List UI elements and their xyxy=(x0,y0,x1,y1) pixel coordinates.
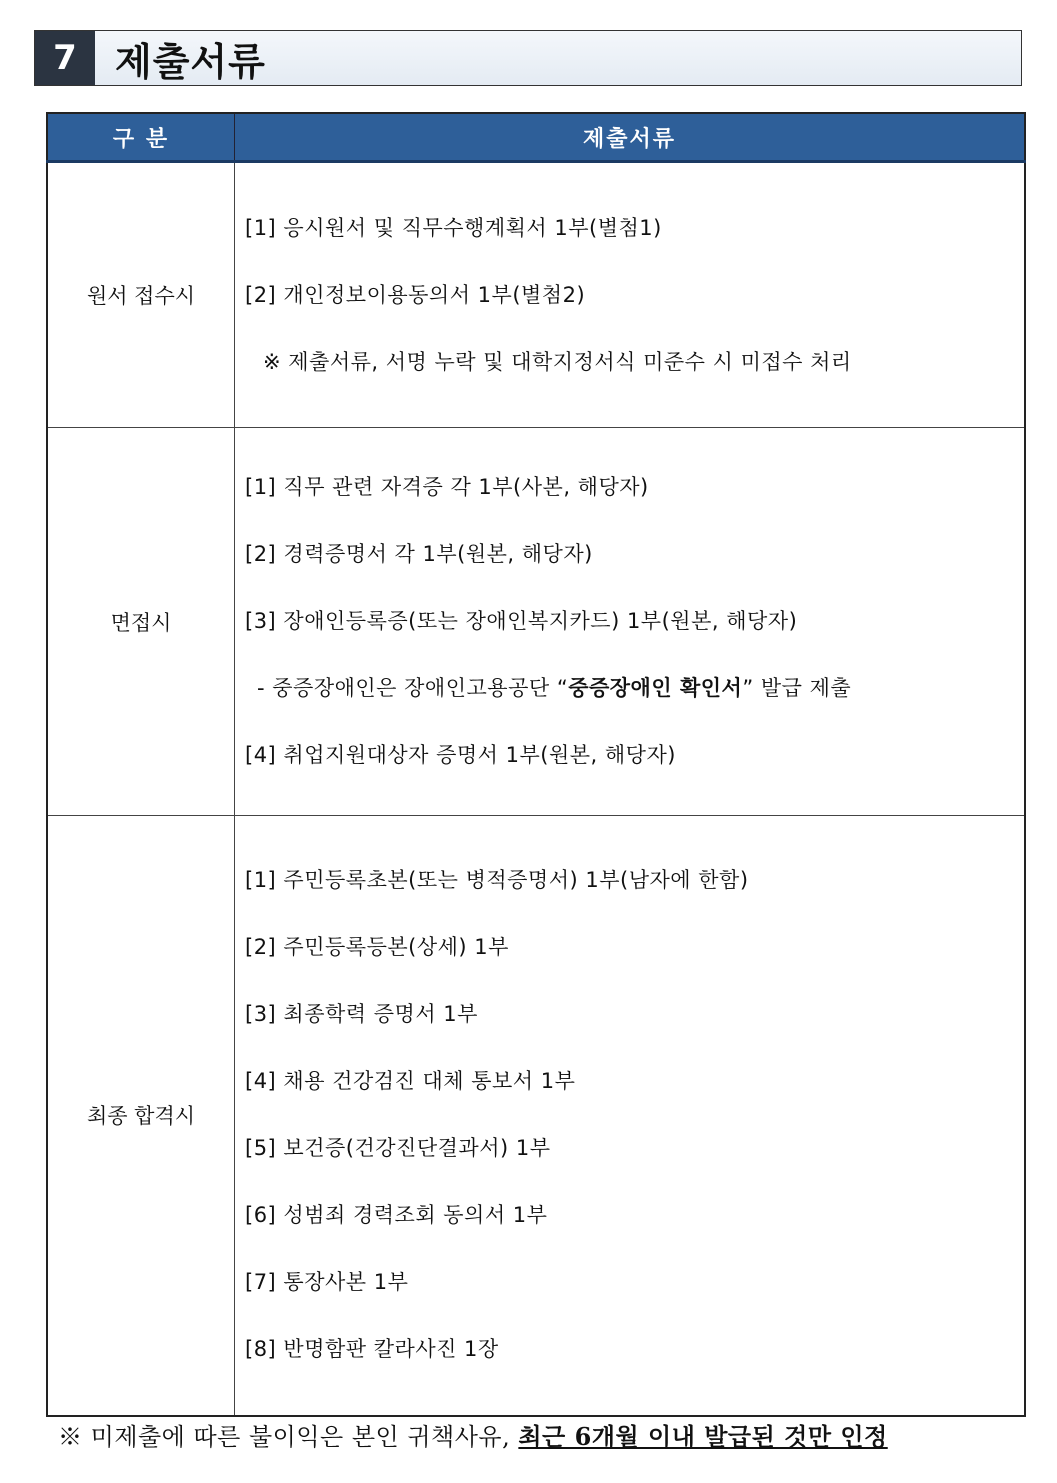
list-item: [4] 취업지원대상자 증명서 1부(원본, 해당자) xyxy=(245,743,676,767)
table-header-row xyxy=(47,113,1025,162)
table-row xyxy=(47,162,1025,428)
documents-table xyxy=(46,112,1026,1417)
footer-prefix: ※ 미제출에 따른 불이익은 본인 귀책사유, xyxy=(58,1423,519,1451)
list-item: [3] 최종학력 증명서 1부 xyxy=(245,1002,478,1027)
sub-note-bold: 중증장애인 확인서 xyxy=(568,676,743,700)
category-cell: 원서 접수시 xyxy=(47,162,235,428)
list-item: [2] 경력증명서 각 1부(원본, 해당자) xyxy=(245,542,593,566)
items-cell xyxy=(235,816,1026,1416)
header-category: 구 분 xyxy=(47,113,235,162)
list-item: [4] 채용 건강검진 대체 통보서 1부 xyxy=(245,1069,576,1094)
table-row xyxy=(47,428,1025,816)
sub-note-prefix: - 중증장애인은 장애인고용공단 “ xyxy=(257,676,569,700)
sub-note xyxy=(245,655,1024,722)
list-item: [1] 응시원서 및 직무수행계획서 1부(별첨1) xyxy=(245,215,662,240)
category-cell: 최종 합격시 xyxy=(47,816,235,1416)
note-text: ※ 제출서류, 서명 누락 및 대학지정서식 미준수 시 미접수 처리 xyxy=(263,349,852,374)
sub-note-suffix: ” 발급 제출 xyxy=(742,676,852,700)
list-item: [5] 보건증(건강진단결과서) 1부 xyxy=(245,1136,551,1161)
category-cell: 면접시 xyxy=(47,428,235,816)
list-item: [7] 통장사본 1부 xyxy=(245,1270,409,1295)
list-item: [1] 주민등록초본(또는 병적증명서) 1부(남자에 한함) xyxy=(245,868,749,893)
section-number: 7 xyxy=(35,31,95,85)
section-title: 제출서류 xyxy=(115,39,266,84)
list-item: [3] 장애인등록증(또는 장애인복지카드) 1부(원본, 해당자) xyxy=(245,609,798,633)
items-cell xyxy=(235,428,1026,816)
header-documents: 제출서류 xyxy=(235,113,1026,162)
list-item: [6] 성범죄 경력조회 동의서 1부 xyxy=(245,1203,548,1228)
items-cell xyxy=(235,162,1026,428)
table-row xyxy=(47,816,1025,1416)
list-item: [1] 직무 관련 자격증 각 1부(사본, 해당자) xyxy=(245,475,649,499)
list-item: [2] 주민등록등본(상세) 1부 xyxy=(245,935,509,960)
section-header xyxy=(34,30,1022,86)
footer-emphasis: 최근 6개월 이내 발급된 것만 인정 xyxy=(518,1422,888,1451)
list-item: [8] 반명함판 칼라사진 1장 xyxy=(245,1337,499,1362)
footer-note xyxy=(58,1417,1018,1452)
list-item: [2] 개인정보이용동의서 1부(별첨2) xyxy=(245,282,586,307)
